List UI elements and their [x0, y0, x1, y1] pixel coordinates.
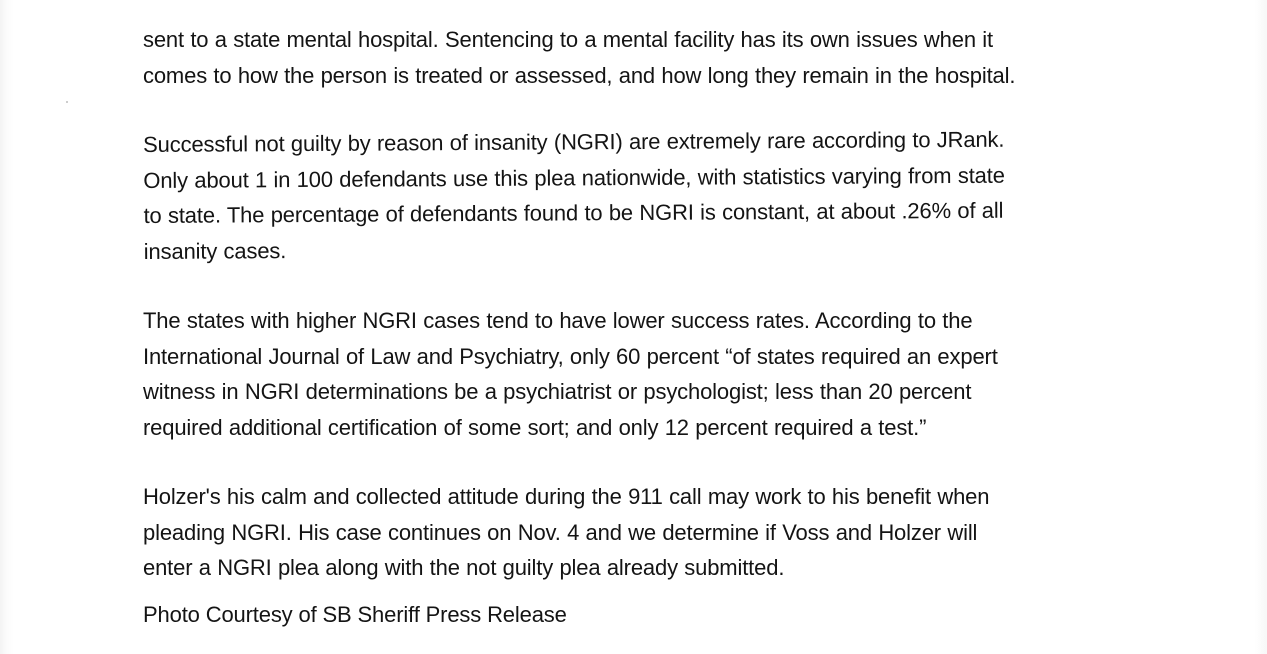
- text-line: International Journal of Law and Psychiatry, only 60 percent “of states required an expert: [143, 343, 998, 369]
- text-line: insanity cases.: [143, 237, 287, 264]
- text-line: enter a NGRI plea along with the not guilty plea already submitted.: [143, 555, 785, 580]
- text-line: witness in NGRI determinations be a psychiatrist or psychologist; less than 20 percent: [143, 379, 972, 404]
- text-line: sent to a state mental hospital. Sentencing to a mental facility has its own issues when it: [143, 27, 993, 52]
- article-body: [143, 22, 1153, 630]
- text-line: to state. The percentage of defendants found to be NGRI is constant, at about .26% of all: [143, 197, 1004, 228]
- text-line: Only about 1 in 100 defendants use this plea nationwide, with statistics varying from state: [143, 162, 1005, 193]
- text-line: comes to how the person is treated or assessed, and how long they remain in the hospital.: [143, 62, 1016, 88]
- scan-speck: [66, 101, 68, 103]
- text-line: Holzer's his calm and collected attitude during the 911 call may work to his benefit when: [143, 484, 990, 509]
- photo-credit: Photo Courtesy of SB Sheriff Press Release: [143, 601, 567, 627]
- text-line: Successful not guilty by reason of insanity (NGRI) are extremely rare according to JRank.: [143, 126, 1005, 157]
- text-line: The states with higher NGRI cases tend to have lower success rates. According to the: [143, 308, 973, 333]
- text-line: required additional certification of some sort; and only 12 percent required a test.”: [143, 414, 927, 440]
- paragraph-ngri-rarity: [143, 121, 1154, 269]
- text-line: pleading NGRI. His case continues on Nov. 4 and we determine if Voss and Holzer will: [143, 519, 978, 545]
- paragraph-hospital-sentencing: [143, 22, 1153, 93]
- paragraph-state-success-rates: [143, 303, 1153, 445]
- paragraph-holzer-case: [143, 479, 1153, 586]
